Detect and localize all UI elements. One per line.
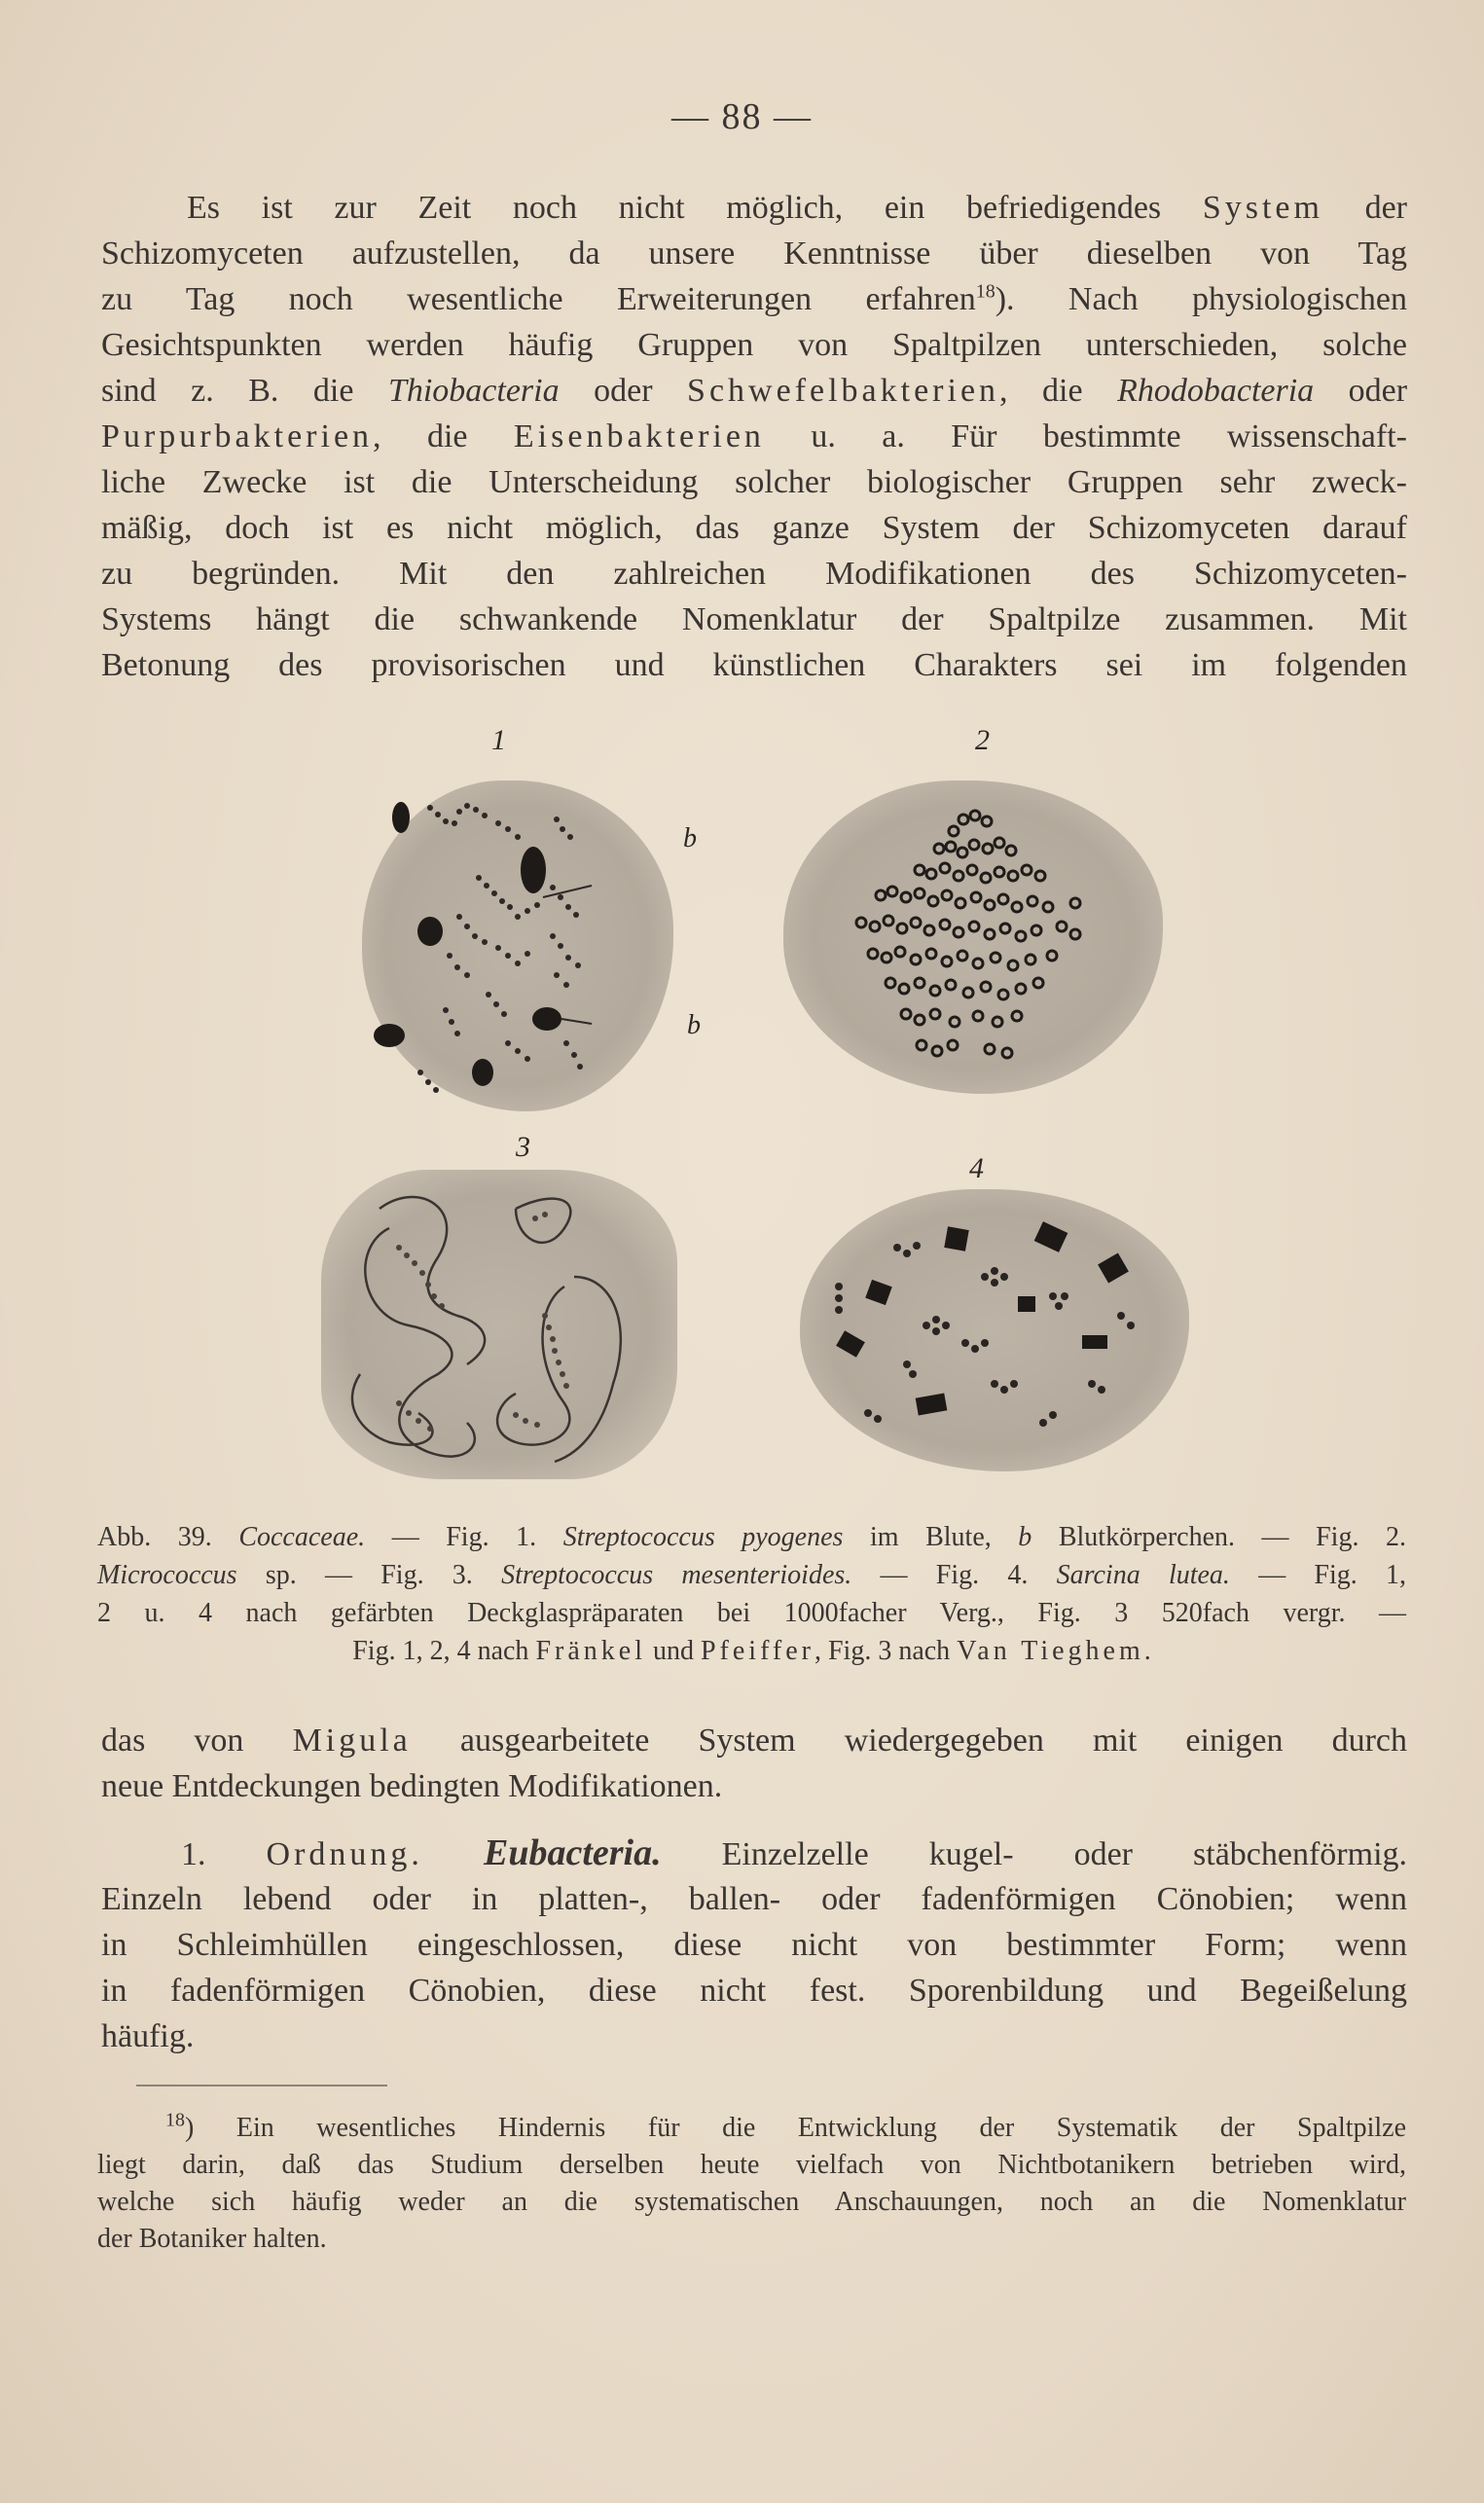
text-line: liche Zwecke ist die Unterscheidung solcher biologischer Gruppen sehr zweck- [101, 464, 1407, 500]
page-number: — 88 — [671, 96, 813, 137]
blood-cell-marker: b [683, 823, 697, 853]
streptococcus-illustration [362, 780, 673, 1111]
micrograph-sarcina-lutea [800, 1189, 1189, 1471]
mesenterioides-illustration [321, 1170, 677, 1479]
caption-line: Abb. 39. Coccaceae. — Fig. 1. Streptococcus pyogenes im Blute, b Blutkörperchen. — Fig. 2. [97, 1522, 1406, 1552]
figure-caption [97, 1518, 1406, 1670]
text-line: mäßig, doch ist es nicht möglich, das ganze System der Schizomyceten darauf [101, 510, 1407, 546]
classification-paragraph [101, 1718, 1407, 2059]
footnote-line: welche sich häufig weder an die systematischen Anschauungen, noch an die Nomenklatur [97, 2187, 1406, 2217]
figure-label-4: 4 [969, 1152, 984, 1184]
text-line: zu Tag noch wesentliche Erweiterungen erfahren$^{18}$). Nach physiologischen [101, 280, 1407, 317]
text-line: Purpurbakterien, die Eisenbakterien u. a. Für bestimmte wissenschaft- [101, 418, 1407, 454]
text-line: Einzeln lebend oder in platten-, ballen- oder fadenförmigen Cönobien; wenn [101, 1881, 1407, 1917]
sarcina-illustration [800, 1189, 1189, 1471]
figure-label-2: 2 [975, 724, 990, 756]
footnote-line: $^{18}$) Ein wesentliches Hindernis für die Entwicklung der Systematik der Spaltpilze [165, 2109, 1406, 2143]
caption-line: Micrococcus sp. — Fig. 3. Streptococcus mesenterioides. — Fig. 4. Sarcina lutea. — Fig. 1, [97, 1560, 1407, 1590]
figure-label-1: 1 [491, 724, 506, 756]
text-line: häufig. [101, 2018, 195, 2054]
text-line: in fadenförmigen Cönobien, diese nicht fest. Sporenbildung und Begeißelung [101, 1973, 1407, 2009]
caption-line: 2 u. 4 nach gefärbten Deckglaspräparaten bei 1000facher Verg., Fig. 3 520fach vergr. — [97, 1598, 1406, 1628]
blood-cell-marker: b [687, 1010, 701, 1040]
text-line: sind z. B. die Thiobacteria oder Schwefelbakterien, die Rhodobacteria oder [101, 373, 1408, 409]
footnote-divider [136, 2085, 387, 2086]
micrococcus-illustration [783, 780, 1163, 1094]
text-line: das von Migula ausgearbeitete System wiedergegeben mit einigen durch [101, 1723, 1408, 1759]
text-line: 1. Ordnung. Eubacteria. Einzelzelle kugel- oder stäbchenförmig. [181, 1832, 1408, 1873]
figure-label-3: 3 [516, 1131, 530, 1163]
micrograph-streptococcus-mesenterioides [321, 1170, 677, 1479]
text-line: Schizomyceten aufzustellen, da unsere Kenntnisse über dieselben von Tag [101, 236, 1407, 272]
text-line: Gesichtspunkten werden häufig Gruppen von Spaltpilzen unterschieden, solche [101, 327, 1407, 363]
footnote [97, 2110, 1406, 2258]
footnote-line: liegt darin, daß das Studium derselben heute vielfach von Nichtbotanikern betrieben wird, [97, 2150, 1406, 2180]
micrograph-micrococcus [783, 780, 1163, 1094]
text-line: Es ist zur Zeit noch nicht möglich, ein befriedigendes System der [187, 190, 1408, 226]
figure-coccaceae [292, 703, 1197, 1489]
caption-line: Fig. 1, 2, 4 nach Fränkel und Pfeiffer, Fig. 3 nach Van Tieghem. [352, 1636, 1151, 1666]
footnote-line: der Botaniker halten. [97, 2224, 327, 2254]
micrograph-streptococcus-pyogenes [362, 780, 673, 1111]
text-line: Betonung des provisorischen und künstlichen Charakters sei im folgenden [101, 647, 1407, 683]
intro-paragraph [101, 185, 1407, 688]
text-line: zu begründen. Mit den zahlreichen Modifikationen des Schizomyceten- [101, 556, 1407, 592]
text-line: Systems hängt die schwankende Nomenklatur der Spaltpilze zusammen. Mit [101, 601, 1407, 637]
text-line: neue Entdeckungen bedingten Modifikationen. [101, 1768, 723, 1804]
text-line: in Schleimhüllen eingeschlossen, diese nicht von bestimmter Form; wenn [101, 1927, 1407, 1963]
